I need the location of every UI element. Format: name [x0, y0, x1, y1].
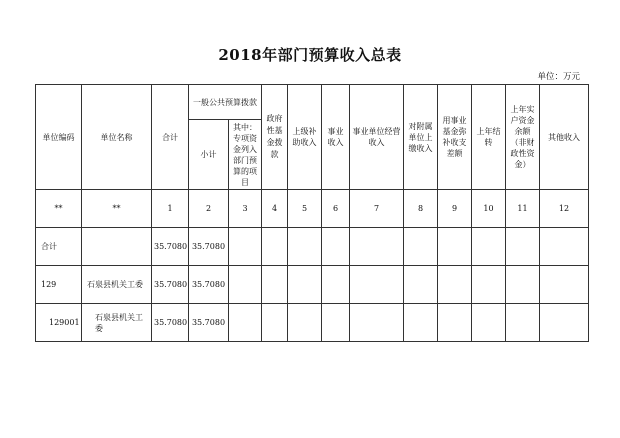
- empty-cell: [262, 304, 288, 342]
- row-subtotal: 35.7080: [189, 304, 229, 342]
- empty-cell: [404, 304, 438, 342]
- empty-cell: [262, 228, 288, 266]
- empty-cell: [350, 266, 404, 304]
- empty-cell: [472, 304, 506, 342]
- empty-cell: [350, 228, 404, 266]
- empty-cell: [322, 304, 350, 342]
- index-cell: 6: [322, 190, 350, 228]
- empty-cell: [322, 228, 350, 266]
- empty-cell: [288, 304, 322, 342]
- empty-cell: [229, 304, 262, 342]
- row-subtotal: 35.7080: [189, 266, 229, 304]
- header-row-1: [36, 85, 589, 120]
- empty-cell: [506, 228, 540, 266]
- row-total: 35.7080: [152, 228, 189, 266]
- header-total: 合计: [152, 85, 189, 190]
- empty-cell: [288, 266, 322, 304]
- unit-label: 单位：万元: [537, 72, 580, 82]
- empty-cell: [288, 228, 322, 266]
- header-unit-name: 单位名称: [82, 85, 152, 190]
- empty-cell: [506, 266, 540, 304]
- index-cell: 11: [506, 190, 540, 228]
- row-name: 石泉县机关工委: [82, 266, 152, 304]
- row-total: 35.7080: [152, 304, 189, 342]
- row-code: 合计: [36, 228, 82, 266]
- index-cell: 10: [472, 190, 506, 228]
- index-cell: 5: [288, 190, 322, 228]
- header-other-income: 其他收入: [540, 85, 589, 190]
- empty-cell: [540, 304, 589, 342]
- empty-cell: [350, 304, 404, 342]
- row-name: [82, 228, 152, 266]
- index-cell: **: [36, 190, 82, 228]
- row-code: 129001: [36, 304, 82, 342]
- index-cell: **: [82, 190, 152, 228]
- index-cell: 8: [404, 190, 438, 228]
- empty-cell: [540, 266, 589, 304]
- header-gov-fund: 政府性基金拨款: [262, 85, 288, 190]
- index-cell: 2: [189, 190, 229, 228]
- header-fund-balance: 用事业基金弥补收支差额: [438, 85, 472, 190]
- row-subtotal: 35.7080: [189, 228, 229, 266]
- empty-cell: [472, 228, 506, 266]
- index-cell: 7: [350, 190, 404, 228]
- empty-cell: [438, 266, 472, 304]
- header-affiliated-income: 对附属单位上缴收入: [404, 85, 438, 190]
- empty-cell: [229, 266, 262, 304]
- empty-cell: [262, 266, 288, 304]
- empty-cell: [322, 266, 350, 304]
- budget-income-table: [35, 84, 589, 342]
- table-row: [36, 228, 589, 266]
- index-cell: 3: [229, 190, 262, 228]
- header-unit-code: 单位编码: [36, 85, 82, 190]
- empty-cell: [540, 228, 589, 266]
- row-code: 129: [36, 266, 82, 304]
- index-cell: 1: [152, 190, 189, 228]
- index-cell: 12: [540, 190, 589, 228]
- empty-cell: [404, 266, 438, 304]
- header-subtotal: 小计: [189, 120, 229, 190]
- index-cell: 9: [438, 190, 472, 228]
- table-row: [36, 266, 589, 304]
- header-special-funds: 其中：专项资金列入部门预算的项目: [229, 120, 262, 190]
- empty-cell: [229, 228, 262, 266]
- header-carryover: 上年结转: [472, 85, 506, 190]
- header-upper-subsidy: 上级补助收入: [288, 85, 322, 190]
- table-row: [36, 304, 589, 342]
- index-row: [36, 190, 589, 228]
- empty-cell: [438, 304, 472, 342]
- header-business-income: 事业收入: [322, 85, 350, 190]
- header-operating-income: 事业单位经营收入: [350, 85, 404, 190]
- empty-cell: [404, 228, 438, 266]
- header-general-budget: 一般公共预算拨款: [189, 85, 262, 120]
- page-title: 2018年部门预算收入总表: [218, 46, 402, 64]
- empty-cell: [472, 266, 506, 304]
- row-total: 35.7080: [152, 266, 189, 304]
- row-name: 石泉县机关工委: [82, 304, 152, 342]
- index-cell: 4: [262, 190, 288, 228]
- empty-cell: [438, 228, 472, 266]
- header-prior-funds: 上年实户资金余额（非财政性资金）: [506, 85, 540, 190]
- empty-cell: [506, 304, 540, 342]
